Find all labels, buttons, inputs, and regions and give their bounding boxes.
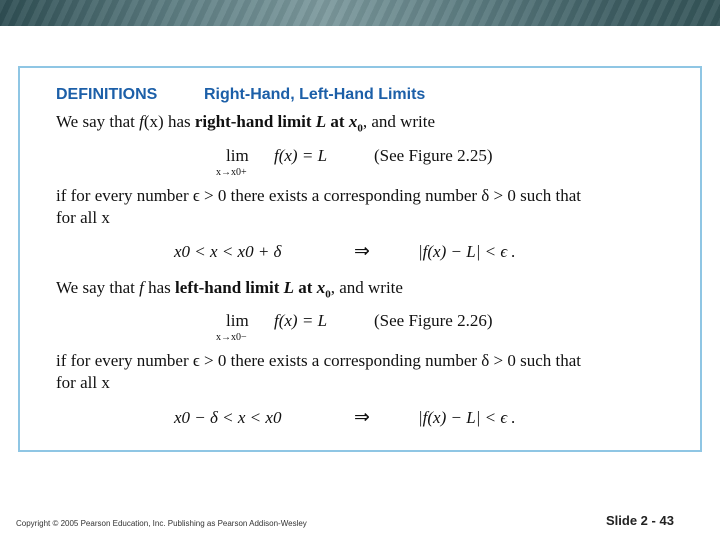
definitions-title: Right-Hand, Left-Hand Limits	[204, 86, 426, 103]
right-result: |f(x) − L| < ϵ .	[418, 242, 516, 261]
right-intro-x0: x	[348, 112, 358, 131]
left-figure-ref: (See Figure 2.26)	[374, 311, 493, 330]
left-lim-expr: f(x) = L	[274, 311, 328, 330]
right-inequality: x0 < x < x0 + δ	[174, 242, 282, 261]
left-intro	[56, 278, 403, 300]
header-band	[0, 0, 720, 26]
slide-number: Slide 2 - 43	[606, 513, 674, 528]
left-intro-L: L	[283, 278, 295, 297]
left-intro-bold: left-hand limit	[175, 278, 284, 297]
definitions-label: DEFINITIONS	[56, 86, 158, 103]
right-lim-sub: x→x0+	[216, 167, 247, 178]
right-lim-expr: f(x) = L	[274, 146, 328, 165]
left-intro-end: , and write	[330, 278, 403, 297]
right-condition-1: if for every number ϵ > 0 there exists a corresponding number δ > 0 such that	[56, 186, 582, 205]
right-intro-f: f	[139, 112, 144, 131]
right-implies: ⇒	[354, 241, 370, 262]
left-intro-text2: has	[143, 278, 176, 297]
right-figure-ref: (See Figure 2.25)	[374, 146, 493, 165]
right-intro	[56, 112, 435, 134]
left-result: |f(x) − L| < ϵ .	[418, 408, 516, 427]
left-inequality: x0 − δ < x < x0	[174, 408, 282, 427]
right-intro-at: at	[326, 112, 349, 131]
left-lim: lim	[226, 311, 249, 330]
right-intro-bold: right-hand limit	[194, 112, 316, 131]
left-intro-f: f	[139, 278, 144, 297]
right-intro-end: , and write	[362, 112, 436, 131]
left-intro-x0: x	[316, 278, 326, 297]
left-implies: ⇒	[354, 407, 370, 428]
copyright-text: Copyright © 2005 Pearson Education, Inc. Publishing as Pearson Addison-Wesley	[16, 519, 307, 528]
right-lim: lim	[226, 146, 249, 165]
right-condition-2: for all x	[56, 208, 110, 227]
right-intro-L: L	[315, 112, 327, 131]
left-intro-at: at	[294, 278, 317, 297]
left-condition-1: if for every number ϵ > 0 there exists a corresponding number δ > 0 such that	[56, 351, 582, 370]
left-intro-sub0: 0	[325, 288, 331, 301]
left-intro-text: We say that	[56, 278, 140, 297]
definition-box	[18, 66, 702, 452]
left-condition-2: for all x	[56, 373, 110, 392]
right-intro-text: We say that	[56, 112, 140, 131]
right-intro-sub0: 0	[357, 122, 363, 135]
right-intro-text2: (x) has	[143, 112, 195, 131]
left-lim-sub: x→x0−	[216, 332, 247, 343]
